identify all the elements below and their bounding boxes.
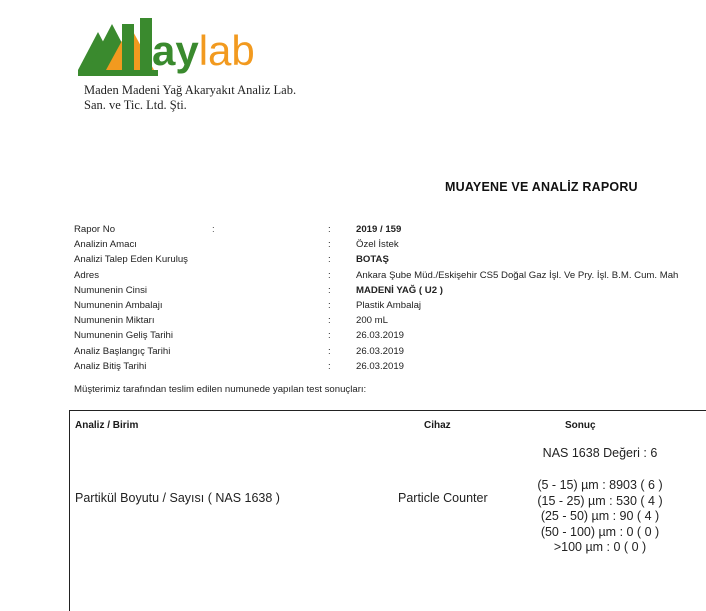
- company-name: [84, 83, 296, 113]
- info-label: Analizi Talep Eden Kuruluş: [74, 254, 188, 266]
- info-label: Numunenin Ambalajı: [74, 299, 163, 311]
- result-line: (5 - 15) µm : 8903 ( 6 ): [537, 478, 663, 492]
- header-result: Sonuç: [565, 420, 596, 431]
- info-colon: :: [328, 299, 331, 311]
- nas-value: NAS 1638 Değeri : 6: [542, 446, 658, 460]
- logo-wordmark: aylab: [152, 27, 255, 74]
- info-colon: :: [328, 254, 331, 266]
- info-label: Numunenin Miktarı: [74, 315, 155, 327]
- info-label: Analizin Amacı: [74, 239, 137, 251]
- device-name: Particle Counter: [398, 491, 488, 505]
- info-value: Özel İstek: [356, 239, 399, 251]
- info-value: MADENİ YAĞ ( U2 ): [356, 284, 443, 296]
- info-colon: :: [328, 360, 331, 372]
- info-label: Adres: [74, 269, 100, 281]
- info-value: 2019 / 159: [356, 224, 402, 235]
- info-colon: :: [328, 284, 331, 296]
- info-value: 26.03.2019: [356, 330, 405, 342]
- info-value: BOTAŞ: [356, 254, 389, 266]
- info-value: Ankara Şube Müd./Eskişehir CS5 Doğal Gaz İşl. Ve Pry. İşl. B.M. Cum. Mah: [356, 269, 679, 281]
- info-label: Analiz Bitiş Tarihi: [74, 360, 147, 372]
- report-title: MUAYENE VE ANALİZ RAPORU: [445, 180, 638, 194]
- info-value: 26.03.2019: [356, 345, 405, 357]
- info-value: 26.03.2019: [356, 360, 405, 372]
- result-line: (50 - 100) µm : 0 ( 0 ): [540, 524, 660, 539]
- header-device: Cihaz: [424, 420, 451, 431]
- info-value: Plastik Ambalaj: [356, 299, 422, 311]
- info-colon: :: [328, 315, 331, 327]
- info-label: Numunenin Cinsi: [74, 284, 148, 296]
- header-analysis: Analiz / Birim: [75, 420, 139, 431]
- result-line: (15 - 25) µm : 530 ( 4 ): [537, 493, 663, 508]
- info-colon: :: [328, 224, 331, 235]
- stray-colon: :: [212, 224, 215, 235]
- company-line-2: San. ve Tic. Ltd. Şti.: [84, 98, 187, 112]
- results-intro: Müşterimiz tarafından teslim edilen numunede yapılan test sonuçları:: [74, 384, 367, 395]
- company-line-1: Maden Madeni Yağ Akaryakıt Analiz Lab.: [84, 83, 297, 97]
- info-colon: :: [328, 330, 331, 342]
- info-colon: :: [328, 269, 331, 281]
- result-line: >100 µm : 0 ( 0 ): [553, 540, 647, 554]
- info-label: Analiz Başlangıç Tarihi: [74, 345, 171, 357]
- particle-results: [510, 478, 690, 556]
- info-label: Numunenin Geliş Tarihi: [74, 330, 174, 342]
- info-value: 200 mL: [356, 315, 388, 327]
- result-line: (25 - 50) µm : 90 ( 4 ): [540, 509, 660, 523]
- analysis-name: Partikül Boyutu / Sayısı ( NAS 1638 ): [75, 491, 280, 505]
- info-colon: :: [328, 239, 331, 251]
- info-label: Rapor No: [74, 224, 116, 235]
- logo-mark: [78, 18, 158, 76]
- info-colon: :: [328, 345, 331, 357]
